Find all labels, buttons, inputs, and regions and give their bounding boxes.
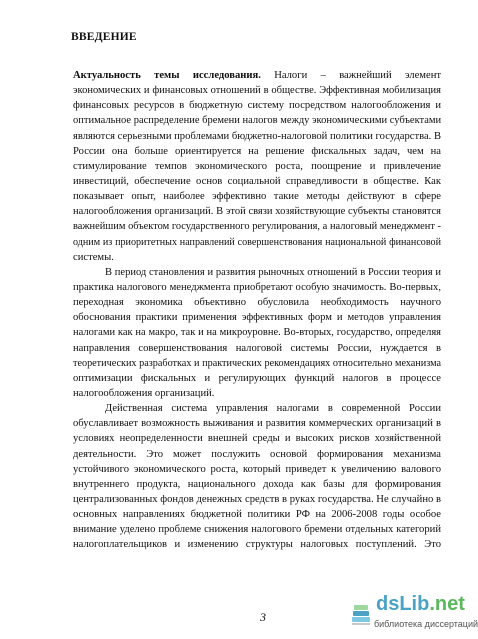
- text-line: обуславливает возможность выживания и развития коммерческих организаций в: [73, 418, 441, 430]
- text-line: условиях неопределенности внешней среды и высоких рисков хозяйственной: [73, 433, 441, 445]
- text-line: России она больше ориентируется на решение фискальных задач, чем на: [73, 145, 441, 157]
- text-line: обоснования практики применения эффективных форм и методов управления: [73, 312, 441, 324]
- text-line: устойчивого экономического роста, который приведет к увеличению валового: [73, 463, 441, 475]
- text-line: важнейшим объектом государственного регулирования, а налоговый менеджмент -: [73, 221, 441, 233]
- text-line: налогообложения организаций.: [73, 387, 215, 399]
- text-line: основных направлениях бюджетной политики РФ на 2006-2008 годы особое: [73, 509, 441, 521]
- text-line: налогами как на макро, так и на микроуровне. Во-вторых, государство, определяя: [73, 327, 441, 339]
- text-line: финансовых ресурсов в бюджетную систему посредством налогообложения и: [73, 100, 441, 112]
- text-line: одним из приоритетных направлений совершенствования национальной финансовой: [73, 236, 441, 248]
- text-line: оптимизации фискальных и регулирующих функций налогов в процессе: [73, 372, 441, 384]
- text-line: деятельности. Это может послужить основой формирования механизма: [73, 448, 441, 460]
- text-line: стимулирование темпов экономического роста, поощрение и привлечение: [73, 160, 441, 172]
- text-line: показывает опыт, наиболее эффективно такие методы действуют в сфере: [73, 191, 441, 203]
- text-line: В период становления и развития рыночных отношений в России теория и: [105, 266, 441, 278]
- topic-relevance-label: Актуальность темы исследования.: [73, 70, 261, 81]
- text-line: налогообложения организаций. В этой связи хозяйствующие субъекты становятся: [73, 206, 441, 218]
- dslib-logo-text: dsLib.net: [376, 593, 465, 615]
- dslib-tagline: библиотека диссертаций: [374, 619, 478, 629]
- section-heading: ВВЕДЕНИЕ: [71, 31, 137, 43]
- text-line: Действенная система управления налогами в современной России: [105, 403, 441, 415]
- text-line: экономических и финансовых отношений в обществе. Эффективная мобилизация: [73, 85, 441, 97]
- text-line: инвестиций, обеспечение основ социальной справедливости в обществе. Как: [73, 175, 441, 187]
- text-line: практика налогового менеджмента приобретают особую значимость. Во-первых,: [73, 281, 441, 293]
- text-line: налогоплательщиков и изменению структуры налоговых поступлений. Это: [73, 539, 441, 551]
- text-line: являются серьезными проблемами бюджетно-налоговой политики государства. В: [73, 130, 442, 142]
- text-line: централизованных фондов денежных средств в руках государства. Не случайно в: [73, 493, 441, 505]
- page-number: 3: [260, 610, 266, 624]
- text-line: оптимальное распределение бремени налогов между экономическими субъектами: [73, 115, 442, 127]
- body-text: [73, 68, 441, 553]
- text-line: направления совершенствования налоговой системы России, нуждается в: [73, 342, 441, 354]
- text-line: теоретических разработках и практических рекомендациях относительно механизма: [73, 357, 441, 369]
- text-line: внимание уделено проблеме снижения налогового бремени отдельных категорий: [73, 524, 441, 536]
- dslib-watermark[interactable]: [350, 591, 478, 635]
- text-line: системы.: [73, 251, 114, 263]
- book-stack-icon: [350, 601, 372, 627]
- text-line: переходная экономика объективно обусловила необходимость научного: [73, 297, 441, 309]
- text-line: внутреннего продукта, национального дохода как базы для формирования: [73, 478, 441, 490]
- text-line: Актуальность темы исследования. Налоги – важнейший элемент: [73, 70, 441, 81]
